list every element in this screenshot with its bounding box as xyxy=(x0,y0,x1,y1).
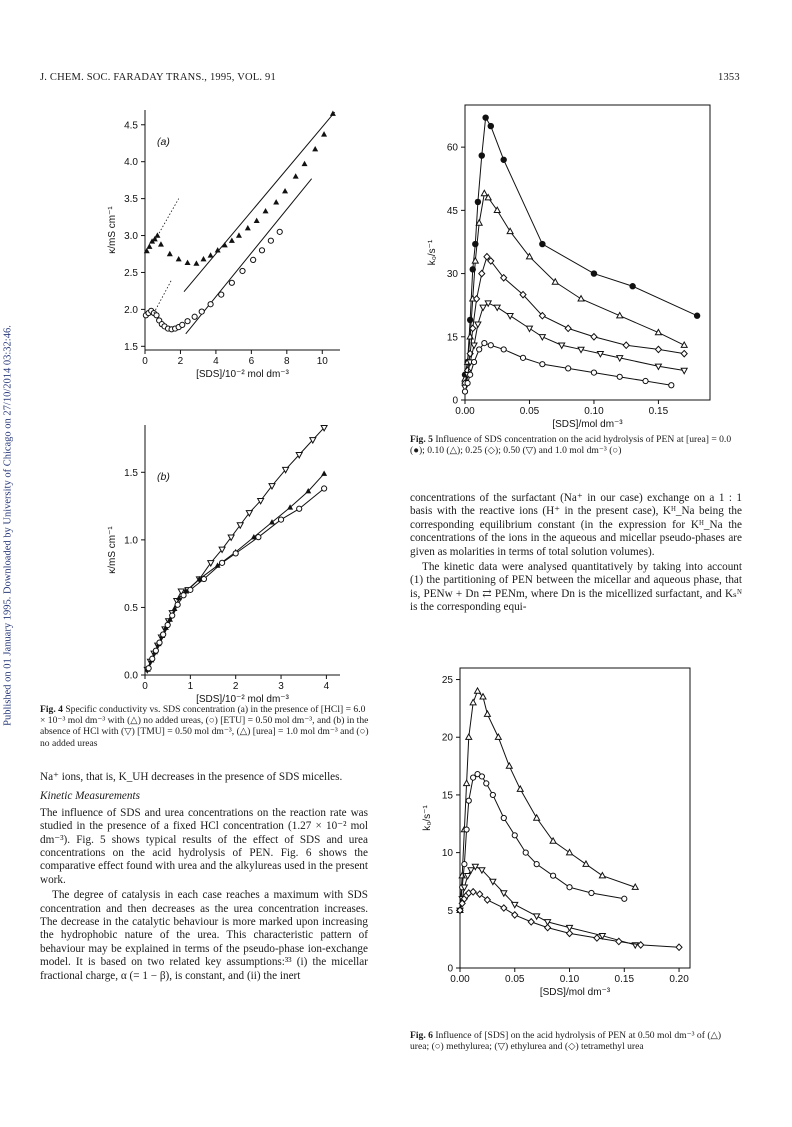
y-tick-label: 0.5 xyxy=(124,602,138,614)
data-point xyxy=(479,774,484,779)
y-tick-label: 15 xyxy=(446,332,458,344)
series-curve xyxy=(460,774,624,910)
data-point xyxy=(482,341,487,346)
data-point xyxy=(655,346,661,352)
y-tick-label: 2.5 xyxy=(124,267,138,279)
data-point xyxy=(146,666,151,671)
y-tick-label: 10 xyxy=(441,848,453,860)
series-curve xyxy=(465,303,684,387)
data-point xyxy=(293,173,299,178)
x-tick-label: 0.15 xyxy=(648,406,669,417)
x-axis-label: [SDS]/10⁻² mol dm⁻³ xyxy=(196,694,289,705)
data-point xyxy=(464,780,470,785)
x-tick-label: 0.10 xyxy=(584,406,604,417)
data-point xyxy=(506,763,512,768)
data-point xyxy=(534,862,539,867)
data-point xyxy=(482,114,488,120)
data-point xyxy=(297,506,302,511)
data-point xyxy=(278,517,283,522)
guide-line xyxy=(156,199,179,240)
data-point xyxy=(475,322,481,327)
series-curve xyxy=(465,194,684,379)
data-point xyxy=(188,587,193,592)
x-tick-label: 3 xyxy=(278,681,284,692)
panel-label: (b) xyxy=(157,471,170,483)
data-point xyxy=(282,188,288,193)
y-tick-label: 1.0 xyxy=(124,535,138,547)
data-point xyxy=(534,815,540,820)
data-point xyxy=(219,292,224,297)
y-tick-label: 20 xyxy=(441,732,453,744)
data-point xyxy=(566,366,571,371)
data-point xyxy=(192,314,197,319)
data-point xyxy=(676,944,682,950)
series-curve xyxy=(465,118,697,375)
panel-label: (a) xyxy=(157,136,170,148)
data-point xyxy=(507,228,513,233)
data-point xyxy=(495,734,501,739)
data-point xyxy=(589,890,594,895)
series-curve xyxy=(460,892,679,947)
data-point xyxy=(208,252,214,257)
data-point xyxy=(539,241,545,247)
data-point xyxy=(259,248,264,253)
data-point xyxy=(578,296,584,301)
data-point xyxy=(484,897,490,903)
data-point xyxy=(550,873,555,878)
data-point xyxy=(462,862,467,867)
x-axis-label: [SDS]/mol dm⁻³ xyxy=(552,419,623,430)
data-point xyxy=(617,374,622,379)
data-point xyxy=(157,640,162,645)
data-point xyxy=(321,470,327,475)
data-point xyxy=(523,850,528,855)
guide-line xyxy=(154,280,172,313)
data-point xyxy=(591,270,597,276)
x-tick-label: 2 xyxy=(232,681,239,692)
data-point xyxy=(512,912,518,918)
data-point xyxy=(479,152,485,158)
data-point xyxy=(475,688,481,693)
y-axis-label: κ/mS cm⁻¹ xyxy=(107,206,118,254)
x-tick-label: 4 xyxy=(213,356,219,367)
data-point xyxy=(565,325,571,331)
data-point xyxy=(312,146,318,151)
figure-5-chart xyxy=(420,95,720,435)
y-tick-label: 4.0 xyxy=(124,157,138,169)
data-point xyxy=(222,242,228,247)
data-point xyxy=(681,368,687,373)
data-point xyxy=(481,190,487,195)
data-point xyxy=(208,302,213,307)
data-point xyxy=(488,123,494,129)
running-header-left: J. CHEM. SOC. FARADAY TRANS., 1995, VOL. 91 xyxy=(40,72,276,83)
data-point xyxy=(545,924,551,930)
series-curve xyxy=(147,428,324,670)
x-axis-label: [SDS]/10⁻² mol dm⁻³ xyxy=(196,369,289,380)
x-tick-label: 0 xyxy=(142,681,148,692)
data-point xyxy=(623,342,629,348)
data-point xyxy=(330,110,336,115)
data-point xyxy=(475,199,481,205)
data-point xyxy=(594,935,600,941)
x-tick-label: 0.05 xyxy=(505,974,525,985)
data-point xyxy=(490,792,495,797)
paragraph: The degree of catalysis in each case reaches a maximum with SDS concentration and then decreases as the urea concentration increases. The decrease in the catalytic behaviour is more marked upon increasing the hydrophobic nature of the urea. This characteristic pattern of behaviour may be explained in terms of the pseudo-phase ion-exchange model. It is based on two related key assumptions:³³ (i) the micellar fractional charge, α (= 1 − β), is constant, and (ii) the inert xyxy=(40,889,368,982)
figure-6-chart xyxy=(410,660,710,1020)
data-point xyxy=(273,199,279,204)
data-point xyxy=(591,334,597,340)
data-point xyxy=(199,309,204,314)
data-point xyxy=(193,260,199,265)
y-axis-label: k₀/s⁻¹ xyxy=(422,805,433,831)
y-tick-label: 60 xyxy=(446,142,458,154)
figure-6-caption: Fig. 6 Influence of [SDS] on the acid hydrolysis of PEN at 0.50 mol dm⁻³ of (△) urea; (○) methylurea; (▽) ethylurea and (◇) tetramethyl urea xyxy=(410,1030,722,1053)
data-point xyxy=(520,355,525,360)
data-point xyxy=(277,229,282,234)
data-point xyxy=(501,815,506,820)
data-point xyxy=(462,389,467,394)
data-point xyxy=(161,632,166,637)
data-point xyxy=(175,602,180,607)
data-point xyxy=(467,317,473,323)
data-point xyxy=(466,734,472,739)
data-point xyxy=(185,260,191,265)
page-number: 1353 xyxy=(718,72,740,83)
figure-4-caption: Fig. 4 Specific conductivity vs. SDS concentration (a) in the presence of [HCl] = 6.0 × 10⁻³ mol dm⁻³ with (△) no added ureas, (○) [ETU] = 0.50 mol dm⁻³, and (b) in the absence of HCl with (▽) [TMU] = 0.50 mol dm⁻³, (△) [urea] = 1.0 mol dm⁻³ and (○) no added ureas xyxy=(40,704,369,749)
y-tick-label: 5 xyxy=(447,905,453,917)
y-tick-label: 3.0 xyxy=(124,231,138,243)
data-point xyxy=(681,350,687,356)
data-point xyxy=(470,699,476,704)
data-point xyxy=(229,280,234,285)
y-tick-label: 45 xyxy=(446,205,458,217)
data-point xyxy=(501,905,507,911)
data-point xyxy=(540,362,545,367)
section-heading: Kinetic Measurements xyxy=(40,790,140,803)
data-point xyxy=(507,314,513,319)
data-point xyxy=(471,343,477,348)
data-point xyxy=(167,251,173,256)
data-point xyxy=(480,305,486,310)
paragraph: The influence of SDS and urea concentrations on the reaction rate was studied in the presence of a fixed HCl concentration (1.27 × 10⁻² mol dm⁻³). Fig. 5 shows typical results of the effect of SDS and urea concentrations on the acid hydrolysis of PEN. Fig. 6 shows the comparative effect found with urea and the alkylureas used in the present work. xyxy=(40,806,368,886)
data-point xyxy=(176,256,182,261)
data-point xyxy=(484,711,490,716)
y-tick-label: 25 xyxy=(441,675,453,687)
plot-frame xyxy=(465,105,710,400)
data-point xyxy=(180,322,185,327)
data-point xyxy=(567,930,573,936)
data-point xyxy=(219,560,224,565)
x-tick-label: 0.10 xyxy=(559,974,580,985)
data-point xyxy=(512,833,517,838)
data-point xyxy=(165,622,170,627)
x-tick-label: 4 xyxy=(323,681,330,692)
data-point xyxy=(245,225,251,230)
data-point xyxy=(501,347,506,352)
data-point xyxy=(269,519,275,524)
data-point xyxy=(599,872,605,877)
data-point xyxy=(591,370,596,375)
y-tick-label: 0.0 xyxy=(124,670,138,682)
x-axis-label: [SDS]/mol dm⁻³ xyxy=(539,987,611,998)
x-tick-label: 10 xyxy=(316,356,328,367)
download-note: Published on 01 January 1995. Downloaded by University of Chicago on 27/10/2014 03:32:46. xyxy=(2,325,14,726)
x-tick-label: 6 xyxy=(248,356,255,367)
x-tick-label: 0.15 xyxy=(614,974,635,985)
data-point xyxy=(526,326,532,331)
data-point xyxy=(466,798,471,803)
y-tick-label: 30 xyxy=(446,269,458,281)
x-tick-label: 0.20 xyxy=(669,974,689,985)
data-point xyxy=(468,868,474,873)
data-point xyxy=(321,131,327,136)
data-point xyxy=(263,208,269,213)
data-point xyxy=(500,157,506,163)
y-axis-label: k₀/s⁻¹ xyxy=(427,239,438,266)
data-point xyxy=(488,343,493,348)
data-point xyxy=(583,861,589,866)
data-point xyxy=(517,786,523,791)
x-tick-label: 0 xyxy=(142,356,148,367)
data-point xyxy=(201,576,206,581)
y-tick-label: 3.5 xyxy=(124,194,138,206)
data-point xyxy=(154,313,159,318)
series-curve xyxy=(148,474,324,670)
series-curve xyxy=(465,257,684,383)
data-point xyxy=(464,827,469,832)
data-point xyxy=(146,243,152,248)
data-point xyxy=(181,593,186,598)
figure-5-caption: Fig. 5 Influence of SDS concentration on the acid hydrolysis of PEN at [urea] = 0.0 (●); 0.10 (△); 0.25 (◇); 0.50 (▽) and 1.0 mol dm⁻³ (○) xyxy=(410,434,732,457)
data-point xyxy=(629,283,635,289)
series-curve xyxy=(149,489,325,669)
y-tick-label: 0 xyxy=(452,395,458,407)
x-tick-label: 0.00 xyxy=(450,974,470,985)
data-point xyxy=(622,896,627,901)
data-point xyxy=(240,268,245,273)
data-point xyxy=(236,232,242,237)
y-tick-label: 1.5 xyxy=(124,467,138,479)
data-point xyxy=(534,914,540,919)
data-point xyxy=(494,305,500,310)
x-tick-label: 8 xyxy=(284,356,290,367)
data-point xyxy=(302,161,308,166)
left-column xyxy=(40,771,368,983)
data-point xyxy=(229,238,235,243)
data-point xyxy=(170,613,175,618)
y-tick-label: 1.5 xyxy=(124,341,138,353)
data-point xyxy=(233,551,238,556)
data-point xyxy=(471,359,476,364)
data-point xyxy=(643,378,648,383)
data-point xyxy=(484,781,489,786)
x-tick-label: 1 xyxy=(187,681,194,692)
paragraph-continuation: Na⁺ ions, that is, K_UH decreases in the presence of SDS micelles. xyxy=(40,771,343,783)
data-point xyxy=(477,891,483,897)
fit-line xyxy=(184,112,335,291)
paragraph: The kinetic data were analysed quantitatively by taking into account (1) the partitioning of PEN between the micellar and aqueous phase, that is, PENw + Dn ⇄ PENm, where Dn is the micellized surfactant, and Kₛᴺ is the corresponding equi- xyxy=(410,561,742,614)
data-point xyxy=(528,919,534,925)
data-point xyxy=(254,218,260,223)
x-tick-label: 2 xyxy=(177,356,184,367)
data-point xyxy=(201,256,207,261)
data-point xyxy=(479,270,485,276)
data-point xyxy=(158,241,164,246)
data-point xyxy=(251,257,256,262)
y-tick-label: 2.0 xyxy=(124,304,138,316)
x-tick-label: 0.05 xyxy=(519,406,540,417)
data-point xyxy=(567,849,573,854)
data-point xyxy=(185,319,190,324)
data-point xyxy=(153,648,158,653)
data-point xyxy=(512,902,518,907)
fit-line xyxy=(186,179,312,334)
data-point xyxy=(268,238,273,243)
series-curve xyxy=(460,691,635,910)
figure-4a-chart xyxy=(85,100,355,400)
data-point xyxy=(669,383,674,388)
y-tick-label: 4.5 xyxy=(124,120,138,132)
y-tick-label: 0 xyxy=(447,963,453,975)
plot-frame xyxy=(460,668,690,968)
data-point xyxy=(477,347,482,352)
x-tick-label: 0.00 xyxy=(455,406,475,417)
data-point xyxy=(567,885,572,890)
data-point xyxy=(694,313,700,319)
data-point xyxy=(468,372,473,377)
data-point xyxy=(256,535,261,540)
paragraph: concentrations of the surfactant (Na⁺ in our case) exchange on a 1 : 1 basis with the reactive ions (H⁺ in the present case), Kᴴ_Na being the corresponding equilibrium constant (in the expression for Kᴴ_Na the concentrations of the ions in the aqueous and micellar pseudo-phases are given as molarities in terms of total solution volumes). xyxy=(410,492,742,558)
data-point xyxy=(150,656,155,661)
data-point xyxy=(465,381,470,386)
y-axis-label: κ/mS cm⁻¹ xyxy=(107,526,118,574)
right-column xyxy=(410,492,742,615)
figure-4b-chart xyxy=(85,415,355,710)
data-point xyxy=(322,486,327,491)
y-tick-label: 15 xyxy=(441,790,453,802)
